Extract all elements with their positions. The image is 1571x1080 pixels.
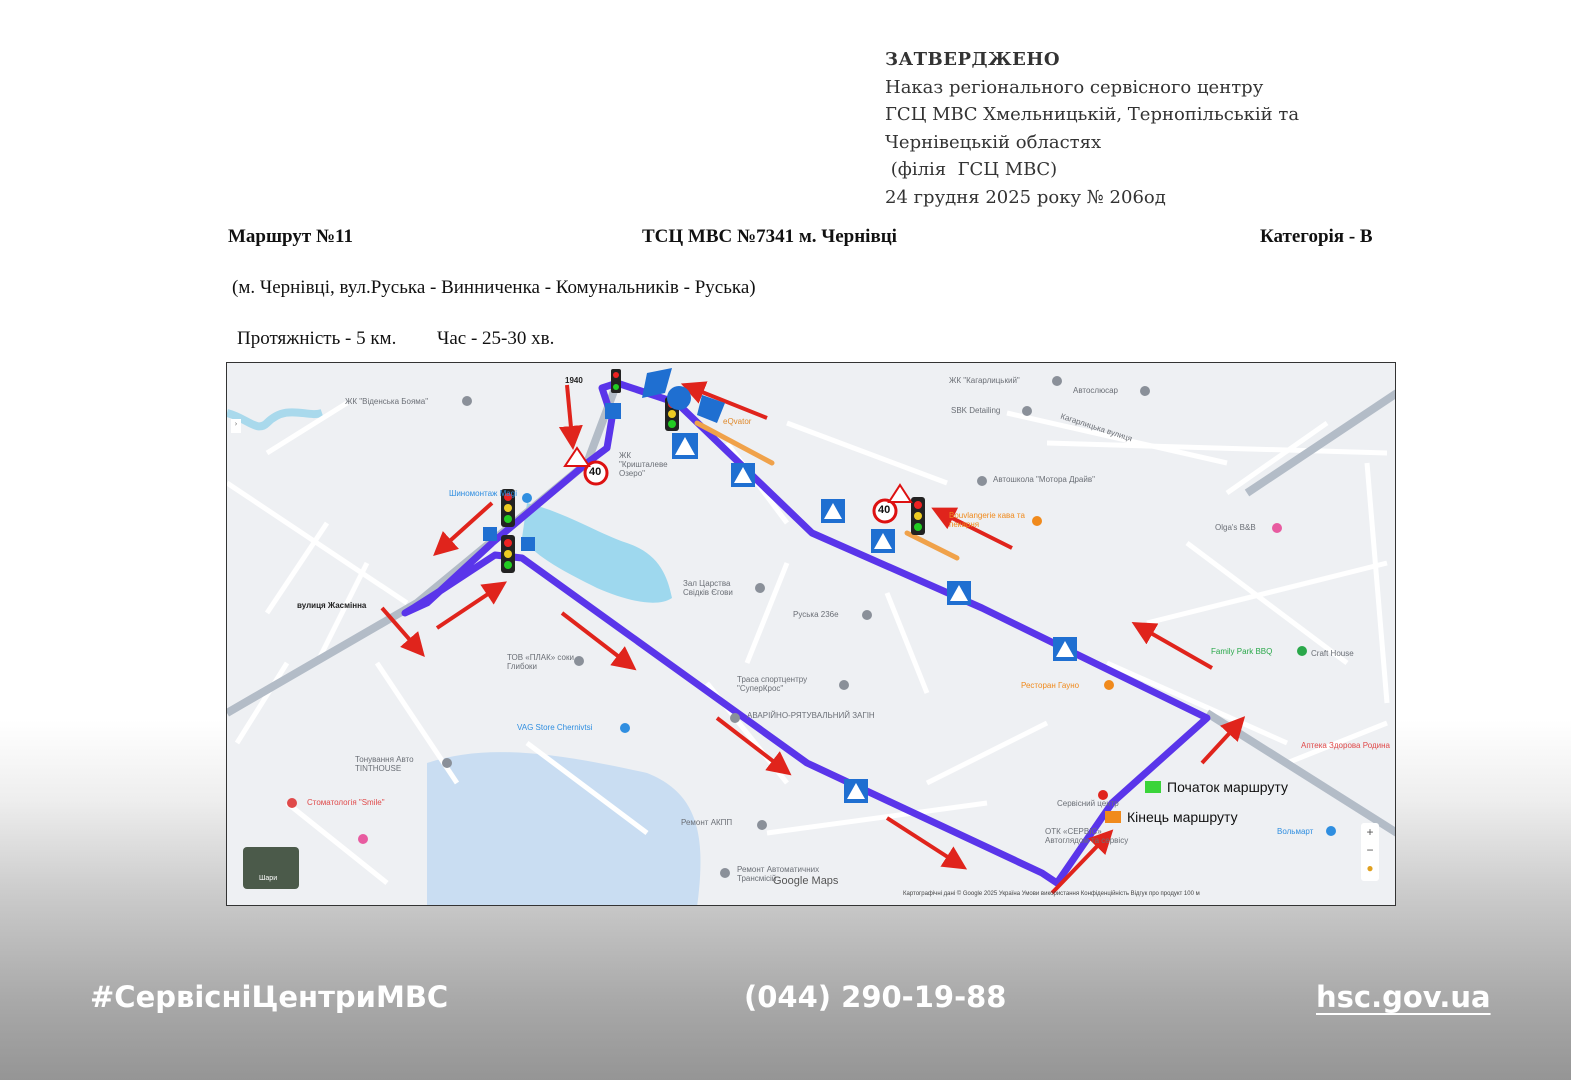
- reservoir: [427, 752, 700, 906]
- map-label: ТОВ «ПЛАК» соки Глибоки: [507, 653, 574, 671]
- map-label: Ресторан Гауно: [1021, 681, 1080, 690]
- map-label: вулиця Жасмінна: [297, 601, 367, 610]
- map-label: 1940: [565, 376, 583, 385]
- footer-site-link[interactable]: hsc.gov.ua: [1316, 980, 1491, 1014]
- map-label: Руська 236е: [793, 610, 839, 619]
- service-center: ТСЦ МВС №7341 м. Чернівці: [642, 226, 897, 247]
- map-label: Craft House: [1311, 649, 1354, 658]
- approval-line: (філія ГСЦ МВС): [885, 159, 1058, 180]
- blue-pin: [1326, 826, 1336, 836]
- blue-pin: [620, 723, 630, 733]
- arrow: [567, 385, 572, 438]
- route-category: Категорія - В: [1260, 226, 1373, 247]
- map-label: Стоматологія "Smile": [307, 798, 385, 807]
- pink-pin: [1272, 523, 1282, 533]
- google-maps-logo: Google Maps: [773, 875, 839, 887]
- pink-pin: [358, 834, 368, 844]
- arrow: [442, 503, 492, 548]
- map-label: Family Park BBQ: [1211, 647, 1273, 656]
- legend-start: [1145, 779, 1288, 795]
- end-swatch: [1105, 811, 1121, 823]
- orange-pin: [1032, 516, 1042, 526]
- blue-pin: [522, 493, 532, 503]
- route-map[interactable]: [226, 362, 1396, 906]
- approval-line: Чернівецькій областях: [885, 131, 1102, 153]
- route-number: Маршрут №11: [228, 226, 353, 247]
- map-label: Вольмарт: [1277, 827, 1314, 836]
- legend-end: [1105, 809, 1238, 825]
- route-streets: (м. Чернівці, вул.Руська - Винниченка - Комунальників - Руська): [232, 277, 756, 298]
- map-label: Bouvlangerie кава та пекарня: [949, 511, 1025, 529]
- arrow: [437, 588, 497, 628]
- arrow: [1142, 628, 1212, 668]
- approval-date: 24 грудня 2025 року № 206од: [885, 186, 1166, 208]
- start-swatch: [1145, 781, 1161, 793]
- pegman-icon[interactable]: ●: [1366, 861, 1374, 875]
- map-label: Аптека Здорова Родина: [1301, 741, 1390, 750]
- map-label: Ремонт АКПП: [681, 818, 733, 827]
- layers-label[interactable]: Шари: [259, 875, 278, 882]
- river: [227, 412, 322, 426]
- route-length: Протяжність - 5 км.: [237, 328, 397, 349]
- map-label: Автослюсар: [1073, 386, 1118, 395]
- footer-hashtag: #СервісніЦентриМВС: [90, 980, 449, 1014]
- approval-line: ГСЦ МВС Хмельницькій, Тернопільській та: [885, 104, 1300, 125]
- map-label: ЖК "Кагарлицький": [949, 376, 1020, 385]
- collapse-panel-icon[interactable]: ›: [231, 419, 241, 433]
- speed-limit-label: 40: [878, 504, 891, 516]
- map-label: eQvator: [723, 417, 752, 426]
- arrow: [1202, 725, 1237, 763]
- approval-block: [885, 46, 1405, 211]
- map-label: Тонування Авто TINTHOUSE: [355, 755, 414, 773]
- speed-limit-label: 40: [589, 466, 602, 478]
- map-label: Кагарлицька вулиця: [1059, 411, 1134, 444]
- map-label: VAG Store Chernivtsi: [517, 723, 593, 732]
- zoom-in-button[interactable]: +: [1366, 825, 1374, 839]
- map-label: Olga's B&B: [1215, 523, 1256, 532]
- map-label: Траса спортцентру "СуперКрос": [737, 675, 808, 693]
- zoom-controls[interactable]: [1361, 823, 1379, 881]
- approval-line: Наказ регіонального сервісного центру: [885, 76, 1264, 98]
- orange-pin: [1104, 680, 1114, 690]
- map-label: Зал Царства Свідків Єгови: [683, 579, 733, 597]
- approval-title: ЗАТВЕРДЖЕНО: [885, 49, 1061, 70]
- footer-phone[interactable]: (044) 290-19-88: [744, 980, 1007, 1014]
- map-attribution: Картографічні дані © Google 2025 Україна Умови використання Конфіденційність Відгук про продукт 100 м: [903, 891, 1200, 897]
- map-label: ЖК "Кришталеве Озеро": [619, 451, 668, 478]
- map-label: ОТК «СЕРВІС» Автоглядом та сервісу: [1045, 827, 1129, 845]
- map-label: Ремонт Автоматичних Трансмісій: [737, 865, 820, 883]
- satellite-thumb: [243, 847, 299, 889]
- map-label: Сервісний центр: [1057, 799, 1119, 808]
- zoom-out-button[interactable]: −: [1366, 843, 1374, 857]
- legend-start-label: Початок маршруту: [1167, 779, 1288, 795]
- map-label: Шиномонтаж Magi: [449, 489, 517, 498]
- map-label: АВАРІЙНО-РЯТУВАЛЬНИЙ ЗАГІН: [747, 711, 875, 720]
- lake: [522, 503, 672, 603]
- map-label: Автошкола "Мотора Драйв": [993, 475, 1095, 484]
- map-label: ЖК "Віденська Бояма": [345, 397, 429, 406]
- green-pin: [1297, 646, 1307, 656]
- map-label: SBK Detailing: [951, 406, 1001, 415]
- route-time: Час - 25-30 хв.: [437, 328, 555, 349]
- red-pin: [287, 798, 297, 808]
- legend-end-label: Кінець маршруту: [1127, 809, 1238, 825]
